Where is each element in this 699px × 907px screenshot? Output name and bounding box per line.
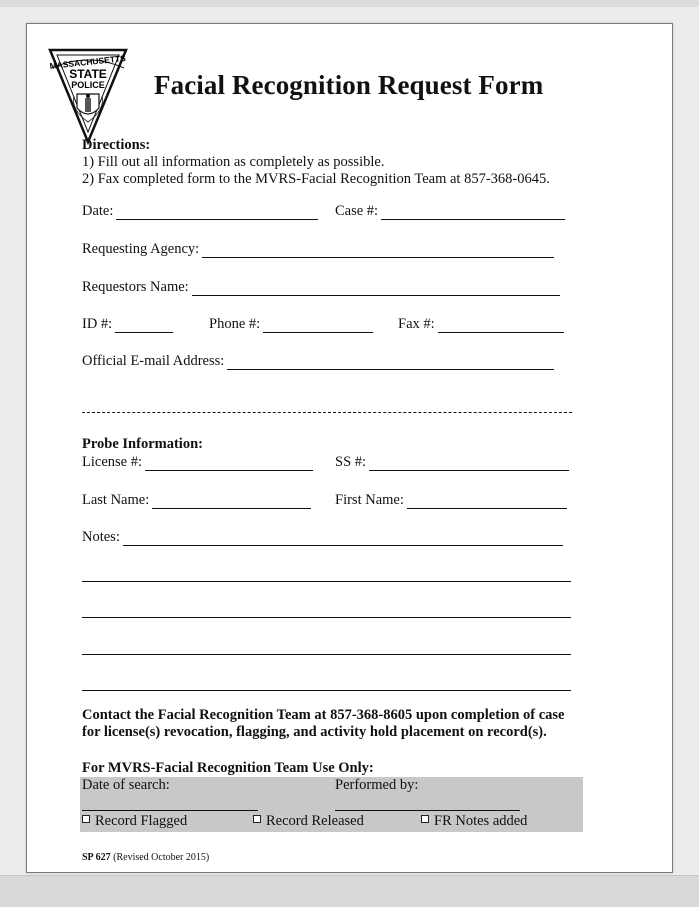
license-line[interactable]: [145, 456, 313, 471]
requesting-agency-field[interactable]: [82, 241, 554, 258]
record-flagged-checkbox[interactable]: [82, 815, 90, 823]
form-page: [26, 23, 673, 873]
directions-step-1: 1) Fill out all information as completely as possible.: [82, 154, 385, 170]
license-field[interactable]: [82, 454, 313, 471]
notes-label: Notes:: [82, 529, 120, 545]
record-flagged-label: Record Flagged: [95, 813, 188, 829]
notes-field[interactable]: [82, 529, 563, 546]
fax-line[interactable]: [438, 318, 564, 333]
last-name-label: Last Name:: [82, 492, 150, 508]
viewer-bottom-bar: [0, 875, 699, 907]
record-released-checkbox[interactable]: [253, 815, 261, 823]
phone-label: Phone #:: [209, 316, 261, 332]
logo-text-police: POLICE: [71, 80, 105, 90]
performed-by-line[interactable]: [335, 810, 520, 811]
ss-label: SS #:: [335, 454, 367, 470]
requestor-name-field[interactable]: [82, 279, 560, 296]
case-number-label: Case #:: [335, 203, 379, 219]
form-revision: (Revised October 2015): [113, 852, 210, 863]
first-name-line[interactable]: [407, 494, 567, 509]
notes-line-1[interactable]: [123, 531, 563, 546]
record-released-label: Record Released: [266, 813, 364, 829]
logo-text-top: MASSACHUSETTS: [49, 53, 127, 71]
requestor-name-label: Requestors Name:: [82, 279, 189, 295]
case-number-line[interactable]: [381, 205, 565, 220]
email-field[interactable]: [82, 353, 554, 370]
section-divider: [82, 412, 572, 413]
requesting-agency-label: Requesting Agency:: [82, 241, 200, 257]
date-of-search-label: Date of search:: [82, 777, 170, 793]
directions-heading: Directions:: [82, 137, 151, 153]
last-name-field[interactable]: [82, 492, 311, 509]
viewer-top-bar: [0, 0, 699, 7]
logo-text-state: STATE: [69, 67, 107, 81]
first-name-label: First Name:: [335, 492, 404, 508]
date-line[interactable]: [116, 205, 318, 220]
fr-notes-added-checkbox[interactable]: [421, 815, 429, 823]
requestor-name-line[interactable]: [192, 281, 560, 296]
date-of-search-line[interactable]: [82, 810, 258, 811]
phone-line[interactable]: [263, 318, 373, 333]
record-flagged-option[interactable]: [82, 813, 187, 830]
ss-field[interactable]: [335, 454, 569, 471]
fr-notes-added-option[interactable]: [421, 813, 527, 830]
email-line[interactable]: [227, 355, 554, 370]
ss-line[interactable]: [369, 456, 569, 471]
first-name-field[interactable]: [335, 492, 567, 509]
contact-notice-line-1: Contact the Facial Recognition Team at 857-368-8605 upon completion of case: [82, 707, 565, 723]
last-name-line[interactable]: [152, 494, 311, 509]
id-number-label: ID #:: [82, 316, 113, 332]
probe-info-heading: Probe Information:: [82, 436, 203, 452]
form-id: SP 627: [82, 852, 111, 863]
fr-notes-added-label: FR Notes added: [434, 813, 528, 829]
requesting-agency-line[interactable]: [202, 243, 554, 258]
notes-line-5[interactable]: [82, 690, 571, 691]
phone-field[interactable]: [209, 316, 373, 333]
fax-label: Fax #:: [398, 316, 435, 332]
date-field[interactable]: [82, 203, 318, 220]
record-released-option[interactable]: [253, 813, 364, 830]
internal-use-box: [80, 777, 583, 832]
notes-line-2[interactable]: [82, 581, 571, 582]
internal-use-heading: For MVRS-Facial Recognition Team Use Only:: [82, 760, 374, 776]
performed-by-label: Performed by:: [335, 777, 419, 793]
email-label: Official E-mail Address:: [82, 353, 225, 369]
id-number-field[interactable]: [82, 316, 173, 333]
form-footer: [82, 852, 209, 863]
directions-step-2: 2) Fax completed form to the MVRS-Facial Recognition Team at 857-368-0645.: [82, 171, 550, 187]
contact-notice-line-2: for license(s) revocation, flagging, and activity hold placement on record(s).: [82, 724, 547, 740]
id-number-line[interactable]: [115, 318, 173, 333]
massachusetts-state-police-logo: [47, 46, 129, 146]
form-title: Facial Recognition Request Form: [154, 70, 544, 100]
case-number-field[interactable]: [335, 203, 565, 220]
notes-line-3[interactable]: [82, 617, 571, 618]
notes-line-4[interactable]: [82, 654, 571, 655]
license-label: License #:: [82, 454, 142, 470]
fax-field[interactable]: [398, 316, 564, 333]
date-label: Date:: [82, 203, 114, 219]
